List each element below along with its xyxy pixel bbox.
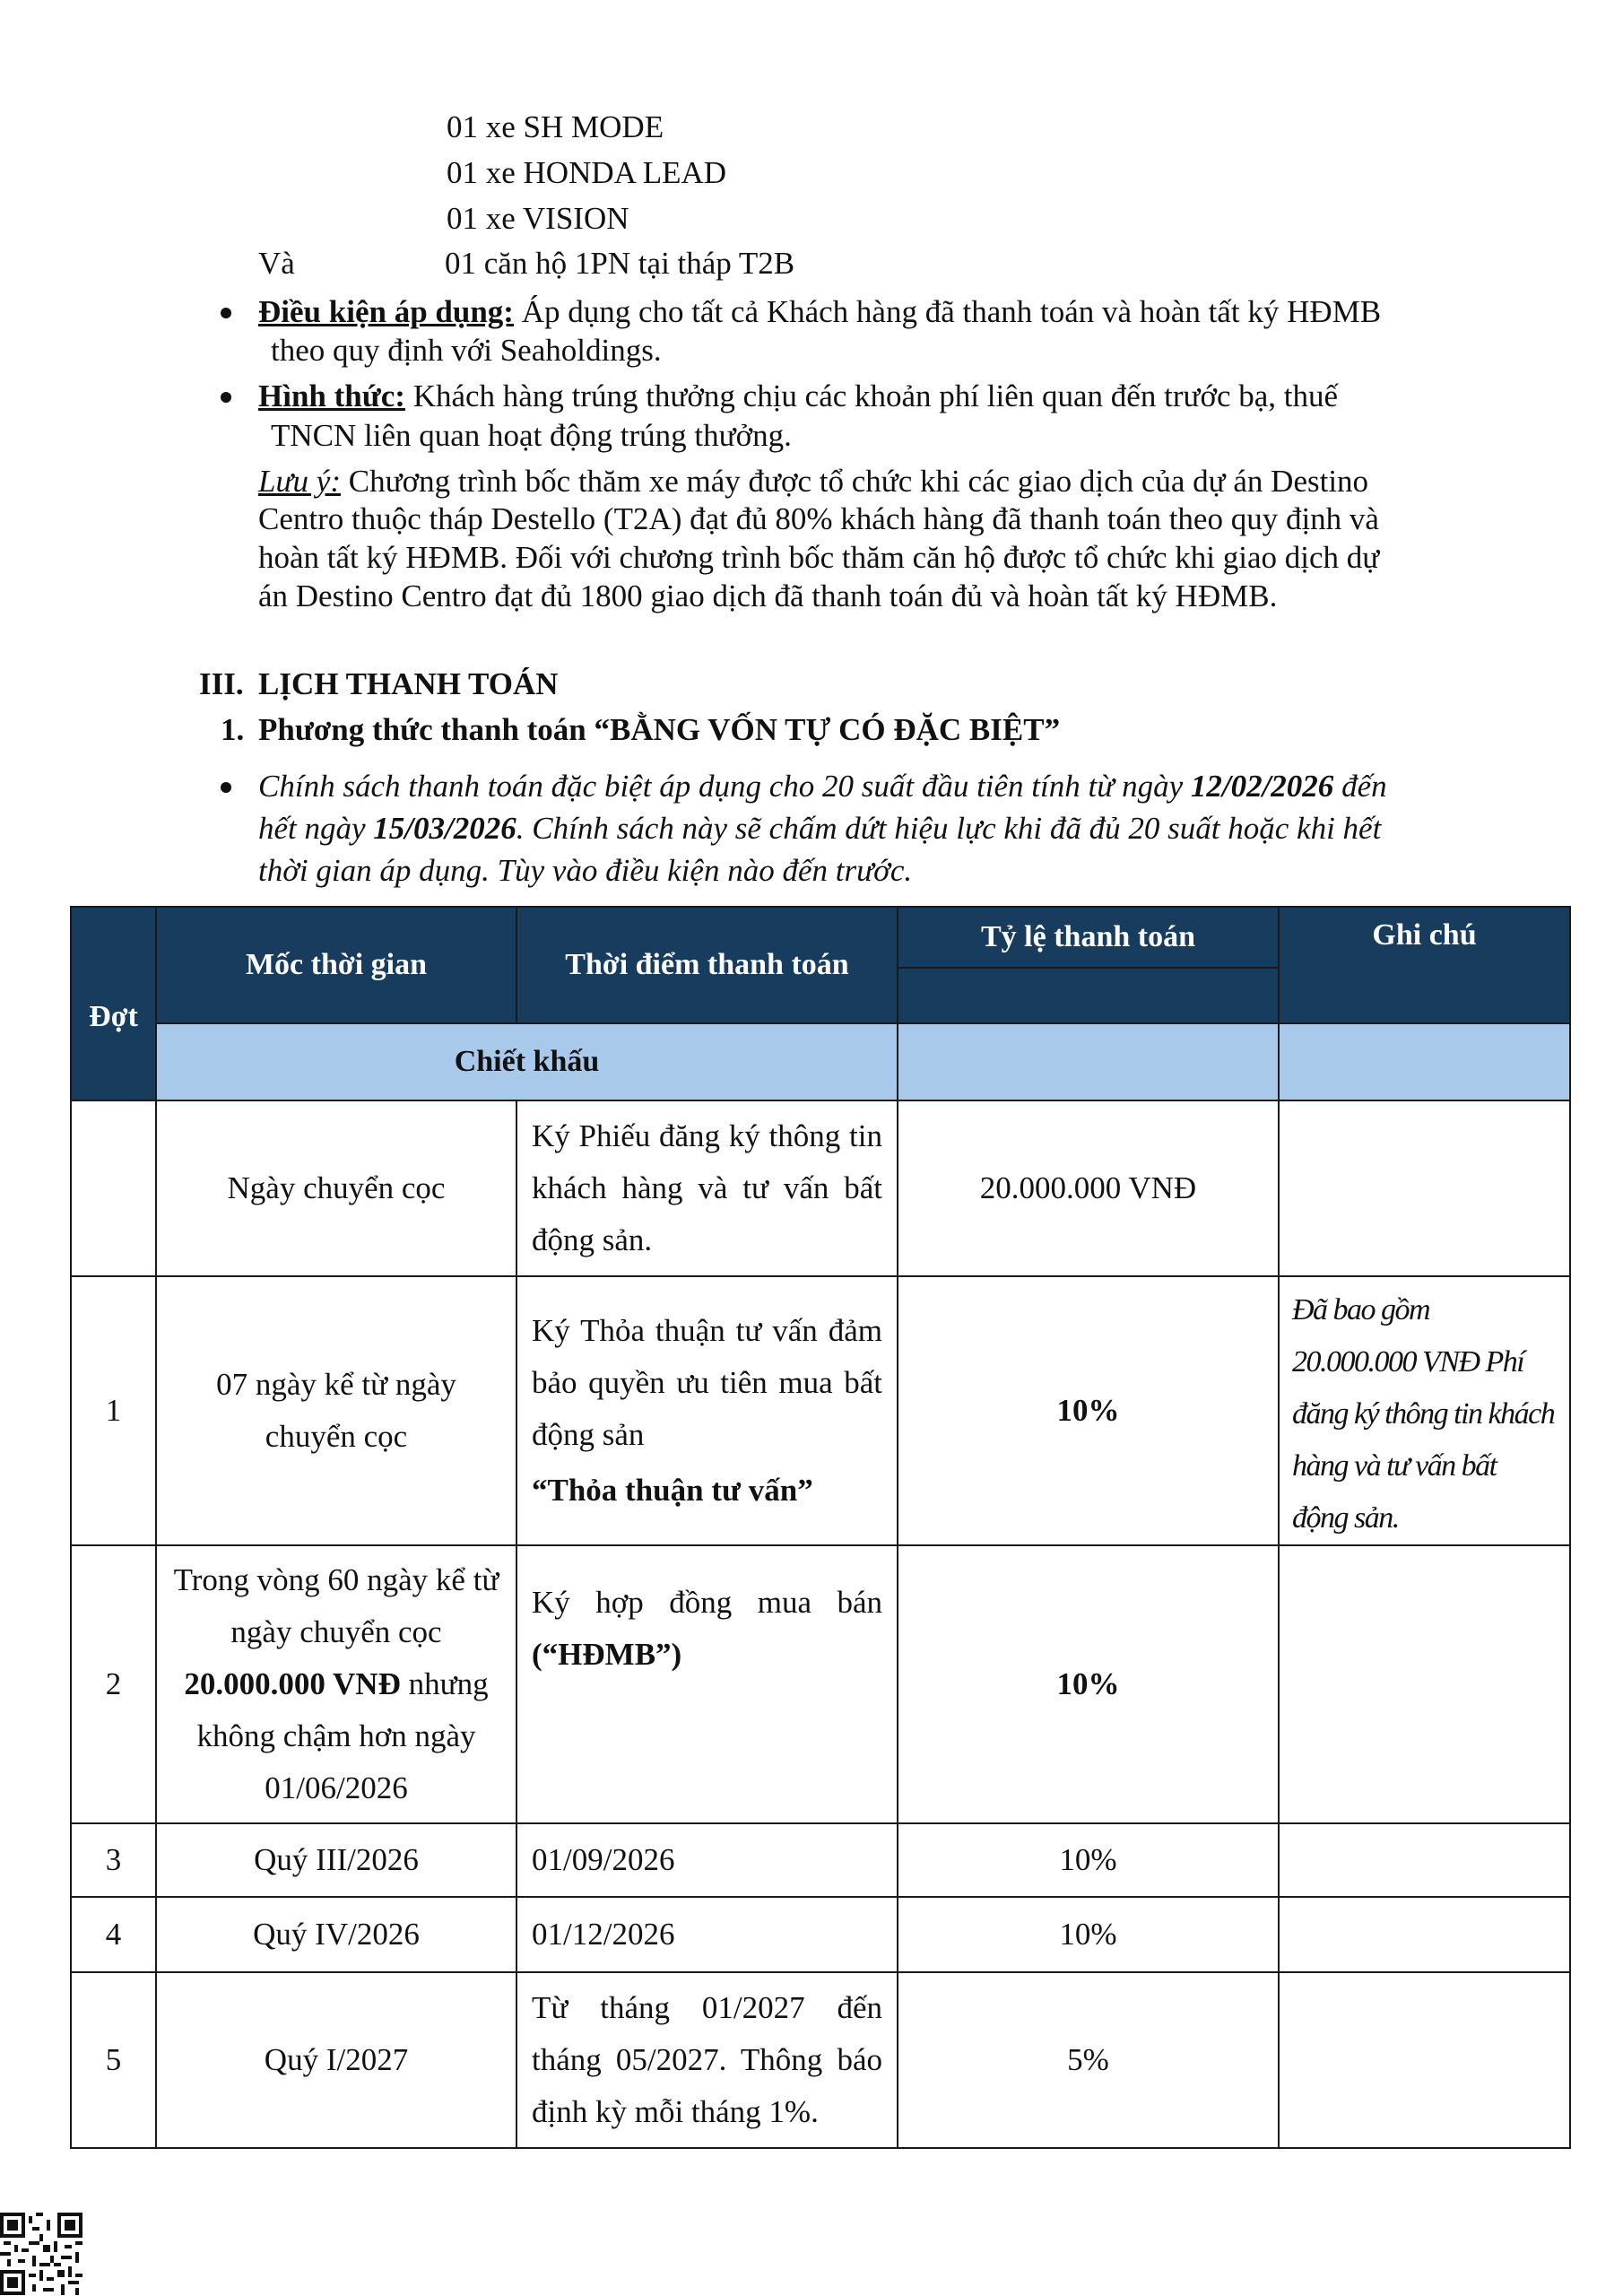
cell-dot	[71, 1100, 156, 1276]
policy-text: đến	[1333, 769, 1387, 804]
cell-thoi-diem-bold: (“HĐMB”)	[532, 1637, 682, 1672]
policy-text: hết ngày	[258, 811, 374, 846]
qr-code-icon	[0, 2212, 82, 2296]
note-line-3: hoàn tất ký HĐMB. Đối với chương trình bốc thăm căn hộ được tổ chức khi giao dịch dự	[258, 540, 1380, 575]
cell-thoi-diem-bold: “Thỏa thuận tư vấn”	[532, 1473, 813, 1508]
policy-line-3: thời gian áp dụng. Tùy vào điều kiện nào đến trước.	[258, 853, 913, 888]
cell-moc	[156, 1545, 516, 1823]
cell-dot: 5	[71, 1972, 156, 2148]
form-line-1	[258, 377, 1338, 416]
table-row	[71, 1897, 1570, 1972]
header-moc: Mốc thời gian	[156, 907, 516, 1023]
cell-ghi-chu	[1279, 1897, 1570, 1972]
policy-line-1	[258, 767, 1387, 806]
section-title: LỊCH THANH TOÁN	[258, 666, 559, 701]
conditions-label: Điều kiện áp dụng:	[258, 294, 514, 329]
prize-item: 01 xe SH MODE	[447, 109, 664, 144]
header-ty-le: Tỷ lệ thanh toán	[898, 907, 1279, 968]
header-chiet-khau: Chiết khấu	[156, 1023, 898, 1100]
cell-thoi-diem	[516, 1276, 898, 1545]
cell-moc: 07 ngày kể từ ngày chuyển cọc	[156, 1276, 516, 1545]
table-row	[71, 1972, 1570, 2148]
form-text: Khách hàng trúng thưởng chịu các khoản phí liên quan đến trước bạ, thuế	[404, 378, 1339, 413]
cell-ty-le: 10%	[898, 1897, 1279, 1972]
note-text: Chương trình bốc thăm xe máy được tổ chức khi các giao dịch của dự án Destino	[341, 464, 1369, 499]
prize-apartment: 01 căn hộ 1PN tại tháp T2B	[445, 246, 795, 281]
table-row	[71, 1100, 1570, 1276]
cell-moc: Ngày chuyển cọc	[156, 1100, 516, 1276]
table-row	[71, 1276, 1570, 1545]
cell-thoi-diem: 01/12/2026	[516, 1897, 898, 1972]
cell-moc-amount: 20.000.000 VNĐ	[184, 1666, 401, 1701]
header-thoi-diem: Thời điểm thanh toán	[516, 907, 898, 1023]
cell-ty-le: 5%	[898, 1972, 1279, 2148]
bullet-icon	[221, 782, 231, 793]
cell-ghi-chu	[1279, 1100, 1570, 1276]
section-number: III.	[199, 666, 244, 701]
note-line-2: Centro thuộc tháp Destello (T2A) đạt đủ 80% khách hàng đã thanh toán theo quy định và	[258, 501, 1379, 536]
cell-thoi-diem: Từ tháng 01/2027 đến tháng 05/2027. Thông báo định kỳ mỗi tháng 1%.	[516, 1972, 898, 2148]
note-line-4: án Destino Centro đạt đủ 1800 giao dịch đã thanh toán đủ và hoàn tất ký HĐMB.	[258, 578, 1278, 613]
note-label: Lưu ý:	[258, 464, 341, 499]
cell-ty-le: 10%	[898, 1823, 1279, 1897]
policy-end-date: 15/03/2026	[373, 811, 516, 846]
header-light-blank	[898, 1023, 1279, 1100]
cell-ty-le: 20.000.000 VNĐ	[898, 1100, 1279, 1276]
policy-text: . Chính sách này sẽ chấm dứt hiệu lực khi đã đủ 20 suất hoặc khi hết	[516, 811, 1382, 846]
cell-dot: 2	[71, 1545, 156, 1823]
cell-ghi-chu	[1279, 1972, 1570, 2148]
subsection-title: Phương thức thanh toán “BẰNG VỐN TỰ CÓ ĐẶC BIỆT”	[258, 712, 1061, 747]
header-dot: Đợt	[71, 907, 156, 1100]
prize-item: 01 xe VISION	[447, 201, 629, 236]
table-row	[71, 1545, 1570, 1823]
cell-ghi-chu: Đã bao gồm 20.000.000 VNĐ Phí đăng ký thông tin khách hàng và tư vấn bất động sản.	[1279, 1276, 1570, 1545]
cell-ty-le: 10%	[898, 1276, 1279, 1545]
cell-thoi-diem: Ký Phiếu đăng ký thông tin khách hàng và tư vấn bất động sản.	[516, 1100, 898, 1276]
form-line-2: TNCN liên quan hoạt động trúng thưởng.	[271, 418, 792, 453]
cell-moc-text: Trong vòng 60 ngày kể từ ngày chuyển cọc	[173, 1562, 499, 1649]
policy-start-date: 12/02/2026	[1190, 769, 1334, 804]
cell-moc: Quý IV/2026	[156, 1897, 516, 1972]
cell-ghi-chu	[1279, 1545, 1570, 1823]
bullet-icon	[221, 392, 231, 403]
note-line-1	[258, 462, 1368, 501]
header-ghi-chu: Ghi chú	[1279, 907, 1570, 1023]
bullet-icon	[221, 308, 231, 318]
table-row	[71, 1823, 1570, 1897]
policy-line-2	[258, 809, 1381, 848]
cell-moc: Quý III/2026	[156, 1823, 516, 1897]
conditions-text: Áp dụng cho tất cả Khách hàng đã thanh toán và hoàn tất ký HĐMB	[513, 294, 1382, 329]
form-label: Hình thức:	[258, 378, 405, 413]
subsection-number: 1.	[221, 712, 245, 747]
policy-text: Chính sách thanh toán đặc biệt áp dụng cho 20 suất đầu tiên tính từ ngày	[258, 769, 1191, 804]
cell-moc-text: nhưng không chậm hơn ngày 01/06/2026	[196, 1666, 489, 1805]
cell-dot: 1	[71, 1276, 156, 1545]
cell-thoi-diem: 01/09/2026	[516, 1823, 898, 1897]
header-ty-le-sub	[898, 968, 1279, 1023]
cell-dot: 4	[71, 1897, 156, 1972]
cell-thoi-diem-text: Ký hợp đồng mua bán	[532, 1585, 882, 1620]
prize-item: 01 xe HONDA LEAD	[447, 155, 727, 190]
cell-ty-le: 10%	[898, 1545, 1279, 1823]
payment-schedule-table	[70, 906, 1571, 2149]
cell-dot: 3	[71, 1823, 156, 1897]
cell-moc: Quý I/2027	[156, 1972, 516, 2148]
cell-thoi-diem	[516, 1545, 898, 1823]
conditions-line-2: theo quy định với Seaholdings.	[271, 333, 662, 368]
header-light-blank	[1279, 1023, 1570, 1100]
cell-ghi-chu	[1279, 1823, 1570, 1897]
and-label: Và	[258, 246, 295, 281]
conditions-line-1	[258, 292, 1381, 332]
cell-thoi-diem-text: Ký Thỏa thuận tư vấn đảm bảo quyền ưu tiên mua bất động sản	[532, 1313, 882, 1452]
